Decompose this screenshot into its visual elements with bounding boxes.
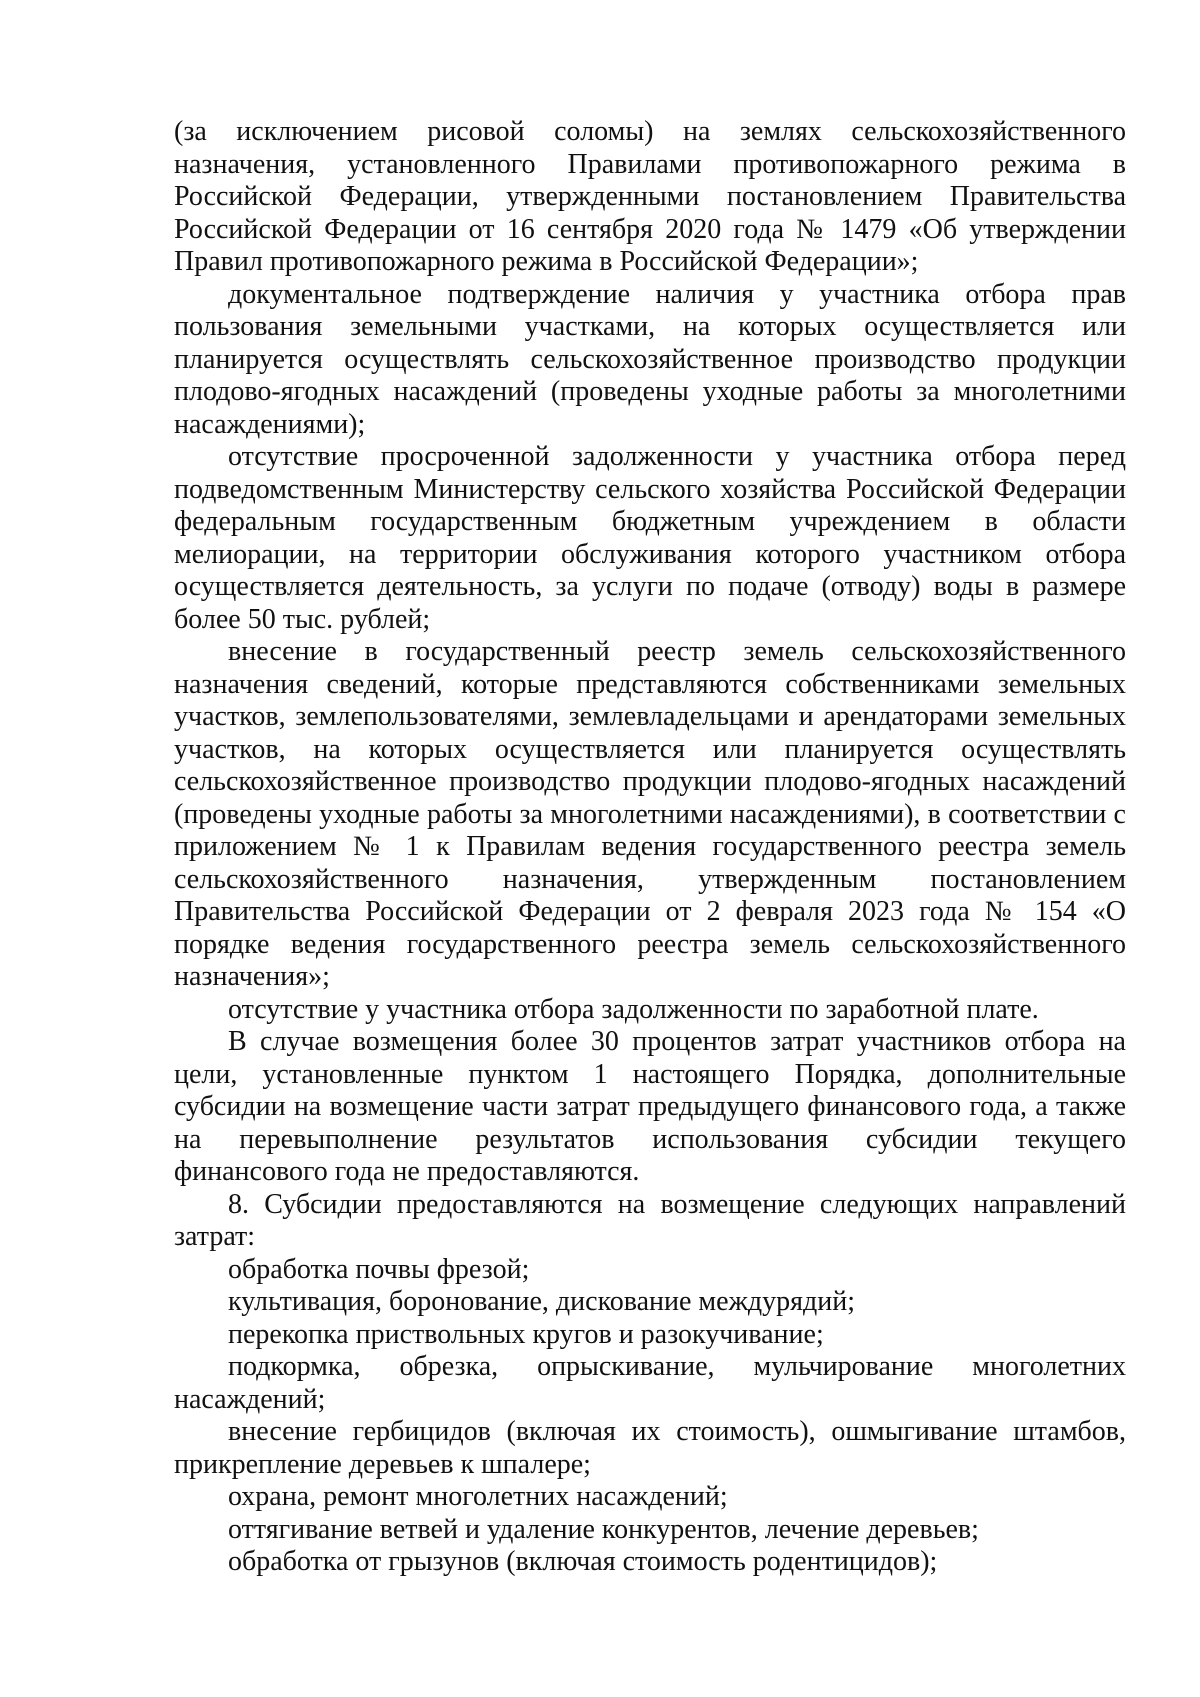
paragraph-continuation: (за исключением рисовой соломы) на землях сельскохозяйственного назначения, установленного Правилами противопожарного режима в Российской Федерации, утвержденными постановлением Правительства Российской Федерации от 16 сентября 2020 года № 1479 «Об утверждении Правил противопожарного режима в Российской Федерации»; (174, 116, 1126, 277)
paragraph-section-8: 8. Субсидии предоставляются на возмещение следующих направлений затрат: (174, 1188, 1126, 1252)
paragraph-land-rights: документальное подтверждение наличия у участника отбора прав пользования земельными участками, на которых осуществляется или планируется осуществлять сельскохозяйственное производство продукции плодово-ягодных насаждений (проведены уходные работы за многолетними насаждениями); (174, 278, 1126, 440)
list-item: внесение гербицидов (включая их стоимость), ошмыгивание штамбов, прикрепление деревьев к шпалере; (174, 1416, 1126, 1480)
paragraph-land-registry: внесение в государственный реестр земель сельскохозяйственного назначения сведений, которые представляются собственниками земельных участков, землепользователями, землевладельцами и арендаторами земельных участков, на которых осуществляется или планируется осуществлять сельскохозяйственное производство продукции плодово-ягодных насаждений (проведены уходные работы за многолетними насаждениями), в соответствии с приложением № 1 к Правилам ведения государственного реестра земель сельскохозяйственного назначения, утвержденным постановлением Правительства Российской Федерации от 2 февраля 2023 года № 154 «О порядке ведения государственного реестра земель сельскохозяйственного назначения»; (174, 636, 1126, 992)
paragraph-no-wage-debt: отсутствие у участника отбора задолженности по заработной плате. (228, 993, 1039, 1025)
list-item: оттягивание ветвей и удаление конкурентов, лечение деревьев; (228, 1513, 979, 1545)
list-item: охрана, ремонт многолетних насаждений; (228, 1481, 728, 1512)
paragraph-no-overdue-debt: отсутствие просроченной задолженности у участника отбора перед подведомственным Министерству сельского хозяйства Российской Федерации федеральным государственным бюджетным учреждением в области мелиорации, на территории обслуживания которого участником отбора осуществляется деятельность, за услуги по подаче (отводу) воды в размере более 50 тыс. рублей; (174, 441, 1126, 635)
list-item: культивация, боронование, дискование междурядий; (228, 1286, 856, 1317)
list-item: обработка от грызунов (включая стоимость родентицидов); (228, 1546, 938, 1577)
list-item: обработка почвы фрезой; (228, 1253, 530, 1285)
paragraph-reimbursement-limit: В случае возмещения более 30 процентов затрат участников отбора на цели, установленные пунктом 1 настоящего Порядка, дополнительные субсидии на возмещение части затрат предыдущего финансового года, а также на перевыполнение результатов использования субсидии текущего финансового года не предоставляются. (174, 1026, 1126, 1187)
document-page (174, 116, 1126, 1579)
list-item: перекопка приствольных кругов и разокучивание; (228, 1318, 824, 1350)
list-item: подкормка, обрезка, опрыскивание, мульчирование многолетних насаждений; (174, 1351, 1126, 1415)
